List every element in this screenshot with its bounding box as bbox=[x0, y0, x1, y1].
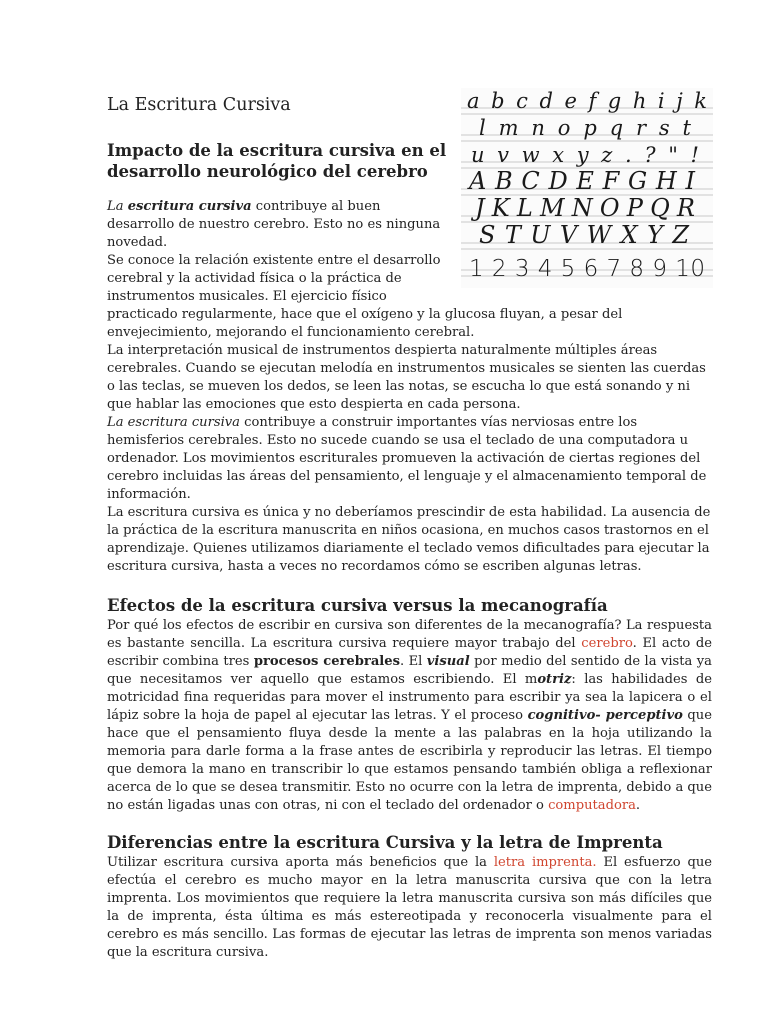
cursive-row-2: l m n o p q r s t bbox=[479, 116, 691, 140]
s2-text-7: . bbox=[635, 798, 641, 813]
link-letra-imprenta[interactable]: letra imprenta. bbox=[493, 855, 597, 870]
s2-motriz: otriz bbox=[537, 672, 572, 687]
cursive-row-1: a b c d e f g h i j k bbox=[467, 89, 707, 113]
paragraph-2-full: practicado regularmente, hace que el oxígeno y la glucosa fluyan, a pesar del envejecimiento, mejorando el funcionamiento cerebral. bbox=[107, 307, 623, 340]
s2-cognitivo: cognitivo- perceptivo bbox=[527, 708, 683, 723]
p4-text: contribuye a construir importantes vías nerviosas entre los hemisferios cerebrales. Esto no sucede cuando se usa el teclado de una computadora u ordenador. Los movimientos escriturales promueven la activación de ciertas regiones del cerebro incluidas las áreas del pensamiento, el lenguaje y el almacenamiento temporal de información. bbox=[107, 415, 707, 502]
s2-text-4: por medio del sentido de la vista ya que necesitamos ver aquello que estamos escribiendo. El m bbox=[107, 654, 712, 687]
paragraph-2-narrow: Se conoce la relación existente entre el desarrollo cerebral y la actividad física o la práctica de instrumentos musicales. El ejercicio físico bbox=[107, 253, 441, 304]
s2-text-2: . El acto de escribir combina tres bbox=[107, 636, 712, 669]
narrow-block bbox=[107, 198, 447, 306]
cursive-row-6: S T U V W X Y Z bbox=[479, 221, 689, 249]
s2-bold-procesos: procesos cerebrales bbox=[253, 654, 400, 669]
intro-bold-term: escritura cursiva bbox=[127, 199, 252, 214]
link-computadora[interactable]: computadora bbox=[548, 798, 636, 813]
p4-italic-term: La escritura cursiva bbox=[107, 415, 240, 430]
s3-text-2: El esfuerzo que efectúa el cerebro es mucho mayor en la letra manuscrita cursiva que con la letra imprenta. Los movimientos que requiere la letra manuscrita cursiva son más difíciles que la de imprenta, ésta última es más estereotipada y reconocerla visualmente para el cerebro es más sencillo. Las formas de ejecutar las letras de imprenta son menos variadas que la escritura cursiva. bbox=[107, 855, 713, 960]
s3-text-1: Utilizar escritura cursiva aporta más beneficios que la bbox=[107, 855, 487, 870]
section2-heading: Efectos de la escritura cursiva versus la mecanografía bbox=[107, 596, 608, 615]
intro-italic-la: La bbox=[107, 199, 124, 214]
section1-paragraph-3: La interpretación musical de instrumentos despierta naturalmente múltiples áreas cerebrales. Cuando se ejecutan melodía en instrumentos musicales se sienten las cuerdas o las teclas, se mueven los dedos, se leen las notas, se escucha lo que está sonando y ni que hablar las emociones que esto despierta en cada persona. bbox=[107, 343, 706, 412]
s2-text-3: . El bbox=[399, 654, 423, 669]
s2-visual: visual bbox=[426, 654, 470, 669]
cursive-row-3: u v w x y z . ? " ! bbox=[471, 143, 699, 167]
s2-text-6: que hace que el pensamiento fluya desde la mente a las palabras en la hoja utilizando la memoria para darle forma a la frase antes de escribirla y reproducir las letras. El tiempo que demora la mano en transcribir lo que estamos pensando también obliga a reflexionar acerca de lo que se desea transmitir. Esto no ocurre con la letra de imprenta, debido a que no están ligadas unas con otras, ni con el teclado del ordenador o bbox=[107, 708, 712, 813]
section3-heading: Diferencias entre la escritura Cursiva y la letra de Imprenta bbox=[107, 833, 663, 852]
document-title: La Escritura Cursiva bbox=[107, 95, 291, 115]
intro-text: contribuye al buen desarrollo de nuestro cerebro. Esto no es ninguna novedad. bbox=[107, 199, 441, 250]
section3-paragraph bbox=[107, 854, 712, 962]
cursive-row-4: A B C D E F G H I bbox=[469, 167, 695, 195]
s2-text-5: : las habilidades de motricidad fina requeridas para mover el instrumento para escribir ya sea la lapicera o el lápiz sobre la hoja de papel al ejecutar las letras. Y el proceso bbox=[107, 672, 712, 723]
section1-paragraph-4 bbox=[107, 414, 712, 504]
cursive-alphabet-svg bbox=[461, 88, 713, 288]
section1-paragraph-5: La escritura cursiva es única y no deberíamos prescindir de esta habilidad. La ausencia de la práctica de la escritura manuscrita en niños ocasiona, en muchos casos trastornos en el aprendizaje. Quienes utilizamos diariamente el teclado vemos dificultades para ejecutar la escritura cursiva, hasta a veces no recordamos cómo se escriben algunas letras. bbox=[107, 505, 711, 574]
section2-paragraph bbox=[107, 617, 712, 815]
section1-heading: Impacto de la escritura cursiva en el desarrollo neurológico del cerebro bbox=[107, 141, 447, 181]
cursive-alphabet-image bbox=[461, 88, 713, 288]
cursive-row-7: 1 2 3 4 5 6 7 8 9 10 bbox=[469, 256, 705, 282]
s2-text-1: Por qué los efectos de escribir en cursiva son diferentes de la mecanografía? La respuesta es bastante sencilla. La escritura cursiva requiere mayor trabajo del bbox=[107, 618, 712, 651]
cursive-row-5: J K L M N O P Q R bbox=[475, 194, 695, 222]
link-cerebro[interactable]: cerebro bbox=[581, 636, 633, 651]
document-page bbox=[107, 88, 712, 962]
